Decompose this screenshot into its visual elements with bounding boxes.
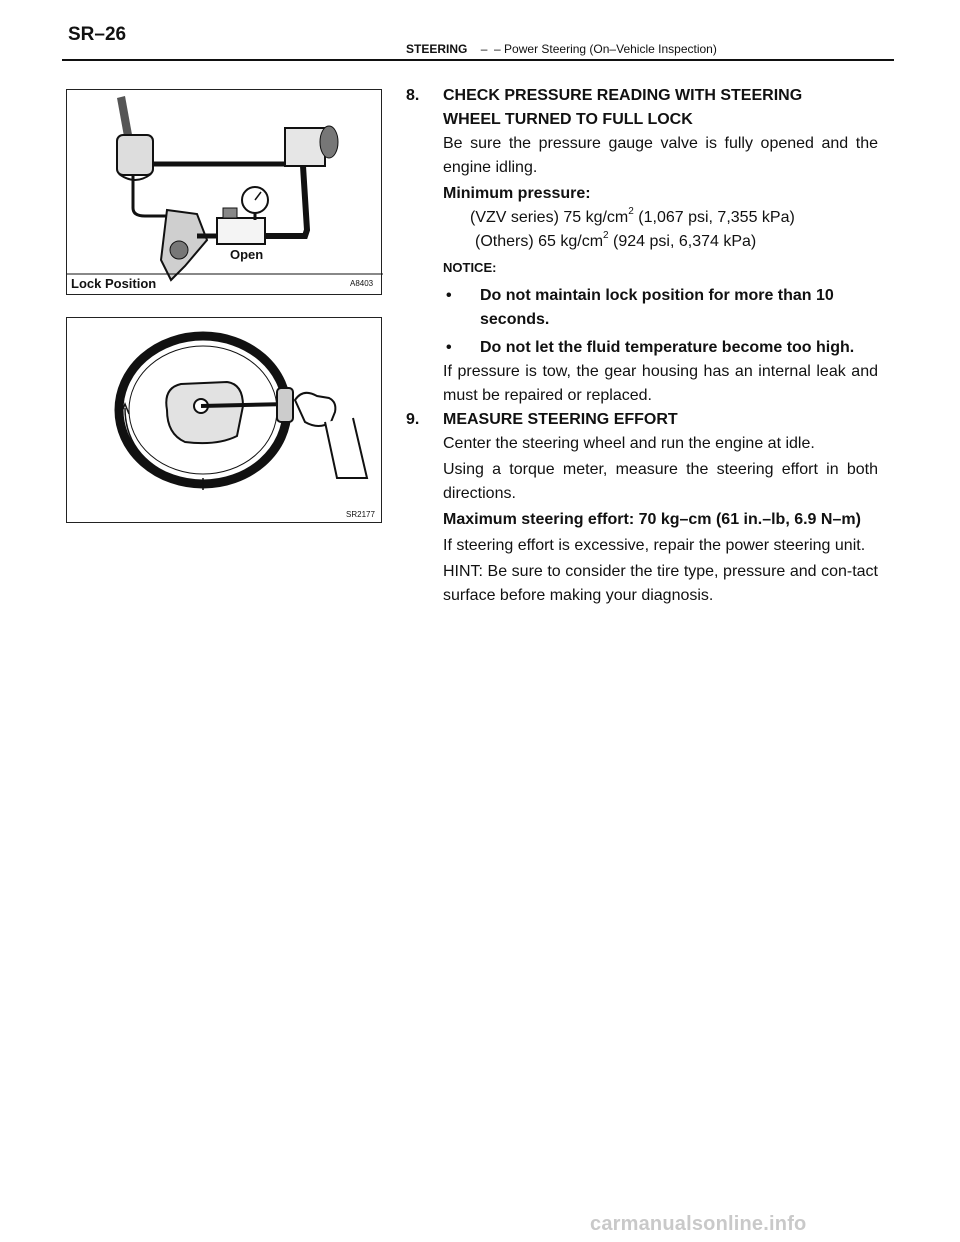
step-8-title-line2: WHEEL TURNED TO FULL LOCK (443, 111, 693, 128)
spec-others-superscript: 2 (603, 229, 609, 241)
bullet-1-text: Do not maintain lock position for more than 10 seconds. (480, 287, 834, 328)
subsection-title: – Power Steering (On–Vehicle Inspection) (494, 42, 717, 56)
figure-code: A8403 (350, 279, 374, 288)
running-header (406, 42, 717, 56)
step-8-para2: If pressure is tow, the gear housing has an internal leak and must be repaired or replaced. (443, 363, 878, 404)
figure-steering-effort (66, 317, 382, 523)
bullet-icon: • (446, 287, 452, 304)
watermark: carmanualsonline.info (590, 1213, 807, 1235)
instructions (406, 84, 878, 608)
notice-bullet-2 (406, 336, 878, 360)
figure-pressure-gauge (66, 89, 382, 295)
page-number: SR–26 (68, 24, 127, 45)
notice-bullet-1 (406, 284, 878, 332)
spec-vzv-text: (VZV series) 75 kg/cm (470, 209, 629, 226)
spec-vzv-values: (1,067 psi, 7,355 kPa) (633, 209, 795, 226)
spec-others-values: (924 psi, 6,374 kPa) (608, 233, 757, 250)
step-8-number: 8. (406, 87, 420, 104)
section-title: STEERING (406, 42, 468, 56)
minimum-pressure-label: Minimum pressure: (443, 185, 591, 202)
step-9-title: MEASURE STEERING EFFORT (443, 411, 678, 428)
bullet-2-text: Do not let the fluid temperature become too high. (480, 339, 855, 356)
spec-others (406, 230, 878, 254)
lock-position-label: Lock Position (71, 276, 157, 291)
steering-wheel-illustration (67, 318, 383, 524)
pressure-gauge-illustration (67, 90, 383, 296)
spec-vzv-superscript: 2 (628, 205, 634, 217)
step-8-para1: Be sure the pressure gauge valve is fully opened and the engine idling. (443, 135, 878, 176)
open-label: Open (230, 247, 264, 262)
max-steering-effort-spec: Maximum steering effort: 70 kg–cm (61 in.–lb, 6.9 N–m) (443, 511, 861, 528)
step-9-para2: Using a torque meter, measure the steering effort in both directions. (443, 461, 878, 502)
step-9-heading (406, 408, 878, 432)
spec-others-text: (Others) 65 kg/cm (475, 233, 604, 250)
step-8-heading (406, 84, 878, 132)
step-8-title-line1: CHECK PRESSURE READING WITH STEERING (443, 87, 803, 104)
header-rule (62, 59, 894, 61)
notice-label: NOTICE: (443, 260, 497, 275)
step-9-para3: If steering effort is excessive, repair the power steering unit. (443, 537, 866, 554)
step-9-para1: Center the steering wheel and run the engine at idle. (443, 435, 815, 452)
figure-code: SR2177 (346, 510, 375, 519)
header-separator: – (480, 42, 488, 56)
hint-text: HINT: Be sure to consider the tire type, pressure and con-tact surface before making your diagnosis. (443, 563, 878, 604)
spec-vzv (406, 206, 878, 230)
bullet-icon: • (446, 339, 452, 356)
step-9-number: 9. (406, 411, 420, 428)
